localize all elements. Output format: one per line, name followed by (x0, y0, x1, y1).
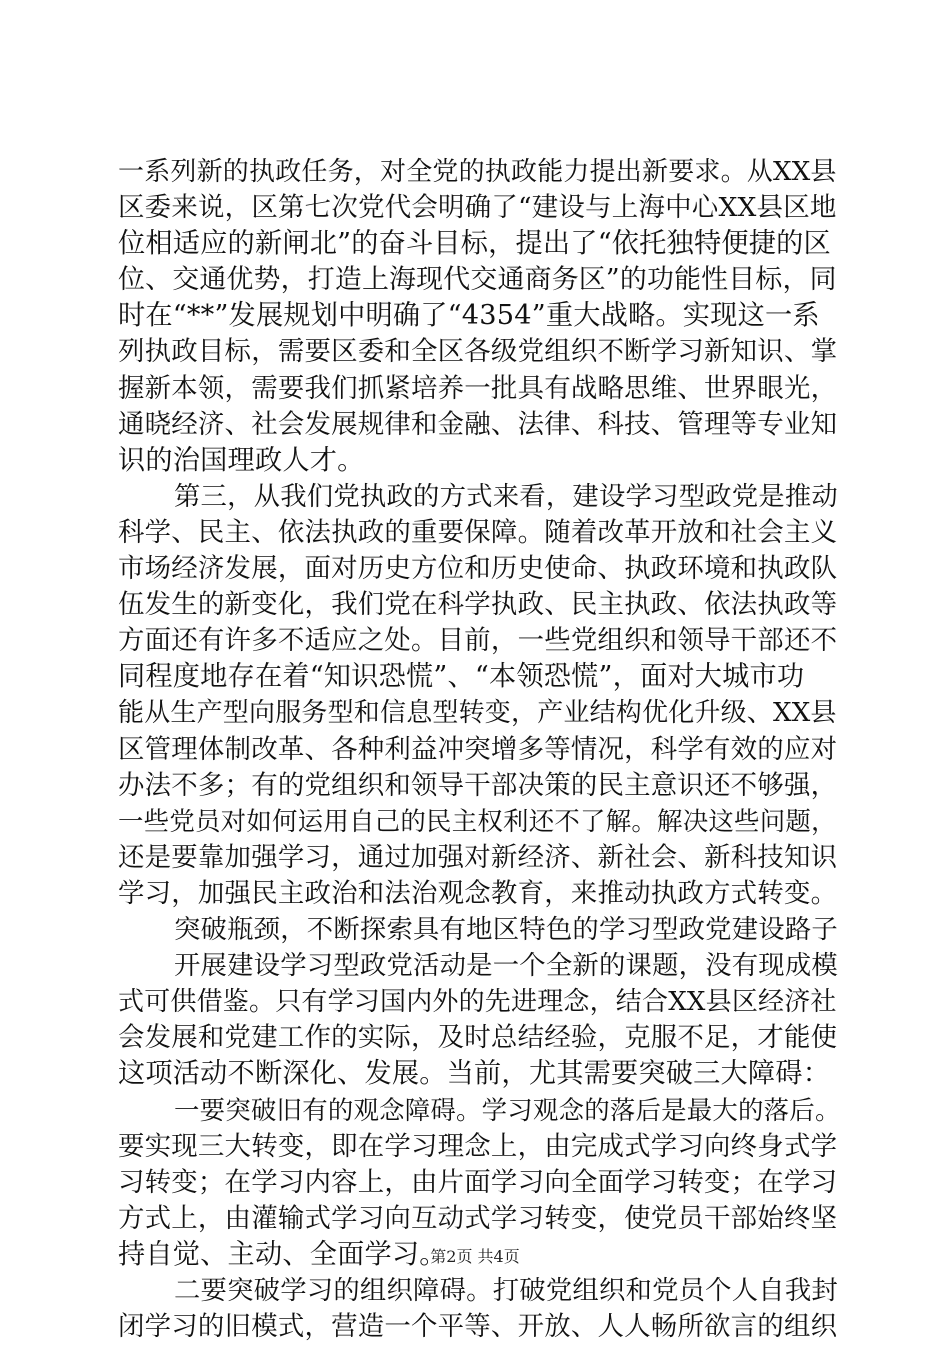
text-line: 区管理体制改革、各种利益冲突增多等情况，科学有效的应对 (118, 733, 838, 765)
text-line: 还是要靠加强学习，通过加强对新经济、新社会、新科技知识 (118, 841, 838, 873)
document-body (118, 154, 840, 1345)
text-line: 伍发生的新变化，我们党在科学执政、民主执政、依法执政等 (118, 589, 838, 621)
text-line: 习转变；在学习内容上，由片面学习向全面学习转变；在学习 (118, 1166, 838, 1198)
text-line: 办法不多；有的党组织和领导干部决策的民主意识还不够强， (118, 769, 838, 801)
text-line: 一要突破旧有的观念障碍。学习观念的落后是最大的落后。 (174, 1095, 841, 1126)
text-line: 列执政目标，需要区委和全区各级党组织不断学习新知识、掌 (118, 336, 838, 368)
text-line: 一系列新的执政任务，对全党的执政能力提出新要求。从XX县 (118, 157, 837, 187)
text-line: 时在“**”发展规划中明确了“4354”重大战略。实现这一系 (118, 300, 820, 332)
text-line: 区委来说，区第七次党代会明确了“建设与上海中心XX县区地 (118, 192, 837, 224)
text-line: 这项活动不断深化、发展。当前，尤其需要突破三大障碍： (118, 1058, 831, 1090)
page-footer: 第2页 共4页 (430, 1247, 520, 1266)
text-line: 开展建设学习型政党活动是一个全新的课题，没有现成模 (174, 951, 838, 982)
text-line: 学习，加强民主政治和法治观念教育，来推动执政方式转变。 (118, 877, 838, 909)
text-line: 二要突破学习的组织障碍。打破党组织和党员个人自我封 (174, 1275, 838, 1306)
text-line: 识的治国理政人才。 (118, 444, 365, 476)
text-line: 要实现三大转变，即在学习理念上，由完成式学习向终身式学 (118, 1130, 838, 1162)
text-line: 会发展和党建工作的实际，及时总结经验，克服不足，才能使 (118, 1022, 838, 1054)
text-line: 方式上，由灌输式学习向互动式学习转变，使党员干部始终坚 (118, 1202, 838, 1234)
text-line: 闭学习的旧模式，营造一个平等、开放、人人畅所欲言的组织 (118, 1311, 838, 1342)
text-line: 市场经济发展，面对历史方位和历史使命、执政环境和执政队 (118, 553, 838, 585)
text-line: 第三，从我们党执政的方式来看，建设学习型政党是推动 (174, 481, 838, 512)
text-line: 位、交通优势，打造上海现代交通商务区”的功能性目标，同 (118, 264, 837, 296)
text-line: 方面还有许多不适应之处。目前，一些党组织和领导干部还不 (118, 625, 838, 657)
text-line: 同程度地存在着“知识恐慌”、“本领恐慌”，面对大城市功 (118, 661, 805, 693)
text-line: 位相适应的新闸北”的奋斗目标，提出了“依托独特便捷的区 (118, 228, 831, 260)
text-line: 式可供借鉴。只有学习国内外的先进理念，结合XX县区经济社 (118, 987, 837, 1018)
text-line: 科学、民主、依法执政的重要保障。随着改革开放和社会主义 (118, 516, 838, 548)
text-line: 持自觉、主动、全面学习。 (118, 1238, 447, 1270)
text-line: 一些党员对如何运用自己的民主权利还不了解。解决这些问题， (118, 806, 837, 837)
text-line: 通晓经济、社会发展规律和金融、法律、科技、管理等专业知 (118, 408, 838, 440)
text-line: 能从生产型向服务型和信息型转变，产业结构优化升级、XX县 (118, 698, 837, 729)
text-line: 突破瓶颈，不断探索具有地区特色的学习型政党建设路子 (174, 914, 838, 945)
text-line: 握新本领，需要我们抓紧培养一批具有战略思维、世界眼光， (118, 372, 838, 404)
